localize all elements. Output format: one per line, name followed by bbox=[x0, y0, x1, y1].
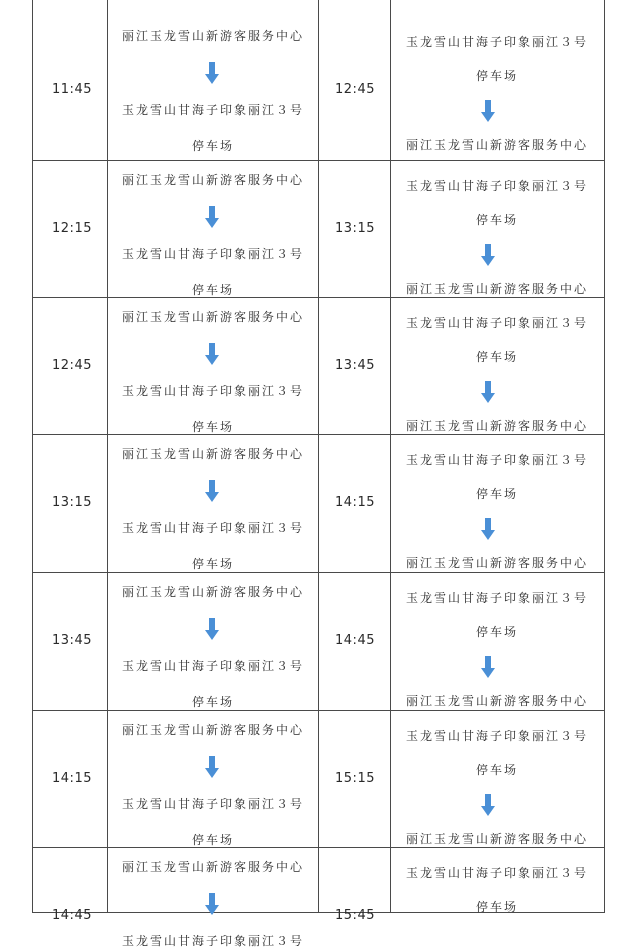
return-time: 15:45 bbox=[335, 908, 375, 923]
return-destination: 丽江玉龙雪山新游客服务中心 bbox=[405, 138, 588, 152]
return-origin-line2: 停车场 bbox=[475, 763, 518, 777]
return-origin-line2: 停车场 bbox=[475, 625, 518, 639]
arrow-down-icon bbox=[205, 480, 219, 502]
return-destination: 丽江玉龙雪山新游客服务中心 bbox=[405, 832, 588, 846]
route-destination: 玉龙雪山甘海子印象丽江３号 bbox=[121, 934, 304, 948]
route-destination-line2: 停车场 bbox=[191, 557, 234, 571]
table-border-right bbox=[604, 0, 605, 913]
return-origin-line2: 停车场 bbox=[475, 487, 518, 501]
route-origin: 丽江玉龙雪山新游客服务中心 bbox=[121, 860, 304, 874]
departure-time: 12:15 bbox=[52, 221, 92, 236]
return-time: 13:15 bbox=[335, 221, 375, 236]
row-divider bbox=[32, 160, 605, 161]
return-time: 14:15 bbox=[335, 495, 375, 510]
arrow-down-icon bbox=[481, 518, 495, 540]
route-origin: 丽江玉龙雪山新游客服务中心 bbox=[121, 173, 304, 187]
arrow-down-icon bbox=[205, 756, 219, 778]
return-time: 13:45 bbox=[335, 358, 375, 373]
row-divider bbox=[32, 572, 605, 573]
route-destination: 玉龙雪山甘海子印象丽江３号 bbox=[121, 521, 304, 535]
arrow-down-icon bbox=[481, 100, 495, 122]
route-origin: 丽江玉龙雪山新游客服务中心 bbox=[121, 447, 304, 461]
return-origin: 玉龙雪山甘海子印象丽江３号 bbox=[405, 866, 588, 880]
return-origin-line2: 停车场 bbox=[475, 69, 518, 83]
return-origin: 玉龙雪山甘海子印象丽江３号 bbox=[405, 591, 588, 605]
arrow-down-icon bbox=[481, 244, 495, 266]
route-origin: 丽江玉龙雪山新游客服务中心 bbox=[121, 310, 304, 324]
return-origin-line2: 停车场 bbox=[475, 213, 518, 227]
route-destination-line2: 停车场 bbox=[191, 695, 234, 709]
departure-time: 13:15 bbox=[52, 495, 92, 510]
row-divider bbox=[32, 297, 605, 298]
route-destination: 玉龙雪山甘海子印象丽江３号 bbox=[121, 103, 304, 117]
arrow-down-icon bbox=[205, 343, 219, 365]
route-destination: 玉龙雪山甘海子印象丽江３号 bbox=[121, 797, 304, 811]
return-time: 12:45 bbox=[335, 82, 375, 97]
route-destination: 玉龙雪山甘海子印象丽江３号 bbox=[121, 659, 304, 673]
departure-time: 14:45 bbox=[52, 908, 92, 923]
route-origin: 丽江玉龙雪山新游客服务中心 bbox=[121, 723, 304, 737]
departure-time: 13:45 bbox=[52, 633, 92, 648]
departure-time: 14:15 bbox=[52, 771, 92, 786]
return-origin: 玉龙雪山甘海子印象丽江３号 bbox=[405, 316, 588, 330]
row-divider bbox=[32, 434, 605, 435]
return-destination: 丽江玉龙雪山新游客服务中心 bbox=[405, 282, 588, 296]
arrow-down-icon bbox=[205, 206, 219, 228]
return-origin: 玉龙雪山甘海子印象丽江３号 bbox=[405, 453, 588, 467]
route-destination-line2: 停车场 bbox=[191, 420, 234, 434]
route-destination-line2: 停车场 bbox=[191, 139, 234, 153]
arrow-down-icon bbox=[481, 794, 495, 816]
return-origin-line2: 停车场 bbox=[475, 900, 518, 914]
row-divider bbox=[32, 847, 605, 848]
return-destination: 丽江玉龙雪山新游客服务中心 bbox=[405, 694, 588, 708]
arrow-down-icon bbox=[481, 381, 495, 403]
return-origin-line2: 停车场 bbox=[475, 350, 518, 364]
route-destination-line2: 停车场 bbox=[191, 833, 234, 847]
route-origin: 丽江玉龙雪山新游客服务中心 bbox=[121, 29, 304, 43]
route-destination: 玉龙雪山甘海子印象丽江３号 bbox=[121, 247, 304, 261]
arrow-down-icon bbox=[481, 656, 495, 678]
arrow-down-icon bbox=[205, 62, 219, 84]
return-origin: 玉龙雪山甘海子印象丽江３号 bbox=[405, 729, 588, 743]
row-divider bbox=[32, 710, 605, 711]
route-destination: 玉龙雪山甘海子印象丽江３号 bbox=[121, 384, 304, 398]
arrow-down-icon bbox=[205, 893, 219, 915]
return-destination: 丽江玉龙雪山新游客服务中心 bbox=[405, 419, 588, 433]
route-origin: 丽江玉龙雪山新游客服务中心 bbox=[121, 585, 304, 599]
return-destination: 丽江玉龙雪山新游客服务中心 bbox=[405, 556, 588, 570]
return-origin: 玉龙雪山甘海子印象丽江３号 bbox=[405, 35, 588, 49]
arrow-down-icon bbox=[205, 618, 219, 640]
departure-time: 12:45 bbox=[52, 358, 92, 373]
route-destination-line2: 停车场 bbox=[191, 283, 234, 297]
return-time: 15:15 bbox=[335, 771, 375, 786]
return-origin: 玉龙雪山甘海子印象丽江３号 bbox=[405, 179, 588, 193]
departure-time: 11:45 bbox=[52, 82, 92, 97]
return-time: 14:45 bbox=[335, 633, 375, 648]
